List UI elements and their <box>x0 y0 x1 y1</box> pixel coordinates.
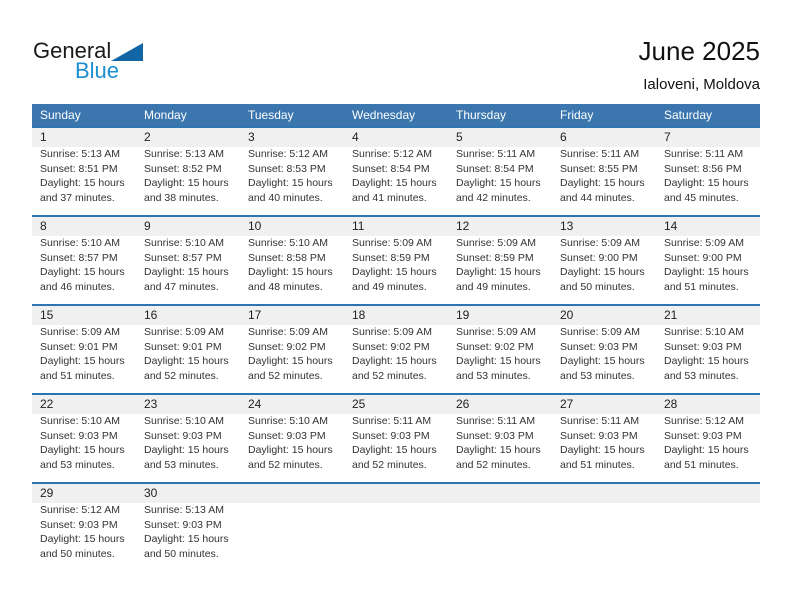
daylight-text-line1: Daylight: 15 hours <box>456 266 541 278</box>
daylight-text-line2: and 53 minutes. <box>456 369 531 382</box>
day-number: 4 <box>344 128 448 147</box>
day-number: 18 <box>344 306 448 325</box>
daylight-text-line1: Daylight: 15 hours <box>456 355 541 367</box>
day-number <box>552 484 656 503</box>
sunrise-text: Sunrise: 5:10 AM <box>144 237 224 249</box>
daylight-text-line1: Daylight: 15 hours <box>560 355 645 367</box>
sunset-text: Sunset: 9:03 PM <box>664 429 742 442</box>
day-number: 2 <box>136 128 240 147</box>
sunrise-text: Sunrise: 5:09 AM <box>456 237 536 249</box>
day-number: 8 <box>32 217 136 236</box>
weekday-sunday: Sunday <box>40 108 81 122</box>
weekday-header-row <box>32 104 760 126</box>
day-cell-15 <box>32 306 136 393</box>
sunrise-text: Sunrise: 5:09 AM <box>144 326 224 338</box>
day-number: 27 <box>552 395 656 414</box>
day-number: 24 <box>240 395 344 414</box>
daylight-text-line1: Daylight: 15 hours <box>560 444 645 456</box>
daylight-text-line2: and 52 minutes. <box>144 369 219 382</box>
day-cell-29 <box>32 484 136 571</box>
sunrise-text: Sunrise: 5:09 AM <box>352 326 432 338</box>
sunset-text: Sunset: 9:02 PM <box>248 340 326 353</box>
logo-text-general: General <box>33 38 112 63</box>
day-number: 11 <box>344 217 448 236</box>
day-cell-6 <box>552 128 656 215</box>
day-number: 16 <box>136 306 240 325</box>
calendar-table <box>32 104 760 571</box>
daylight-text-line1: Daylight: 15 hours <box>456 177 541 189</box>
day-number <box>240 484 344 503</box>
daylight-text-line1: Daylight: 15 hours <box>144 177 229 189</box>
day-cell-22 <box>32 395 136 482</box>
daylight-text-line1: Daylight: 15 hours <box>664 444 749 456</box>
day-number: 7 <box>656 128 760 147</box>
general-blue-logo <box>33 40 143 84</box>
sunrise-text: Sunrise: 5:10 AM <box>664 326 744 338</box>
day-number: 28 <box>656 395 760 414</box>
calendar-body <box>32 126 760 571</box>
day-number: 22 <box>32 395 136 414</box>
day-cell-7 <box>656 128 760 215</box>
day-number <box>344 484 448 503</box>
day-cell-empty <box>448 484 552 571</box>
sunrise-text: Sunrise: 5:11 AM <box>456 415 536 427</box>
page-title: June 2025 <box>638 36 760 66</box>
daylight-text-line2: and 46 minutes. <box>40 280 115 293</box>
daylight-text-line1: Daylight: 15 hours <box>664 355 749 367</box>
daylight-text-line1: Daylight: 15 hours <box>40 177 125 189</box>
weekday-monday: Monday <box>144 108 187 122</box>
sunset-text: Sunset: 8:55 PM <box>560 162 638 175</box>
day-number: 29 <box>32 484 136 503</box>
day-number: 26 <box>448 395 552 414</box>
week-row <box>32 126 760 215</box>
sunrise-text: Sunrise: 5:12 AM <box>664 415 744 427</box>
sunrise-text: Sunrise: 5:13 AM <box>144 504 224 516</box>
day-number: 15 <box>32 306 136 325</box>
daylight-text-line1: Daylight: 15 hours <box>248 177 333 189</box>
day-cell-14 <box>656 217 760 304</box>
daylight-text-line2: and 52 minutes. <box>352 458 427 471</box>
day-cell-empty <box>552 484 656 571</box>
sunrise-text: Sunrise: 5:11 AM <box>664 148 744 160</box>
daylight-text-line2: and 40 minutes. <box>248 191 323 204</box>
daylight-text-line2: and 52 minutes. <box>248 369 323 382</box>
sunset-text: Sunset: 9:00 PM <box>560 251 638 264</box>
daylight-text-line1: Daylight: 15 hours <box>352 266 437 278</box>
day-number: 1 <box>32 128 136 147</box>
day-number: 20 <box>552 306 656 325</box>
daylight-text-line1: Daylight: 15 hours <box>248 266 333 278</box>
day-cell-24 <box>240 395 344 482</box>
daylight-text-line2: and 53 minutes. <box>144 458 219 471</box>
weekday-saturday: Saturday <box>664 108 713 122</box>
sunrise-text: Sunrise: 5:10 AM <box>248 237 328 249</box>
sunrise-text: Sunrise: 5:09 AM <box>456 326 536 338</box>
day-number: 17 <box>240 306 344 325</box>
sunset-text: Sunset: 8:56 PM <box>664 162 742 175</box>
daylight-text-line2: and 51 minutes. <box>560 458 635 471</box>
day-number: 12 <box>448 217 552 236</box>
day-cell-25 <box>344 395 448 482</box>
daylight-text-line1: Daylight: 15 hours <box>40 266 125 278</box>
week-row <box>32 304 760 393</box>
day-number: 5 <box>448 128 552 147</box>
daylight-text-line2: and 45 minutes. <box>664 191 739 204</box>
day-cell-8 <box>32 217 136 304</box>
sunrise-text: Sunrise: 5:10 AM <box>144 415 224 427</box>
sunrise-text: Sunrise: 5:12 AM <box>352 148 432 160</box>
daylight-text-line2: and 50 minutes. <box>40 547 115 560</box>
week-row <box>32 215 760 304</box>
weekday-thursday: Thursday <box>456 108 507 122</box>
daylight-text-line1: Daylight: 15 hours <box>352 177 437 189</box>
sunset-text: Sunset: 8:58 PM <box>248 251 326 264</box>
daylight-text-line1: Daylight: 15 hours <box>40 533 125 545</box>
sunset-text: Sunset: 9:00 PM <box>664 251 742 264</box>
daylight-text-line2: and 51 minutes. <box>664 458 739 471</box>
day-cell-empty <box>344 484 448 571</box>
day-cell-4 <box>344 128 448 215</box>
sunrise-text: Sunrise: 5:09 AM <box>664 237 744 249</box>
sunrise-text: Sunrise: 5:12 AM <box>40 504 120 516</box>
daylight-text-line2: and 38 minutes. <box>144 191 219 204</box>
daylight-text-line2: and 52 minutes. <box>456 458 531 471</box>
sunrise-text: Sunrise: 5:10 AM <box>40 415 120 427</box>
sunset-text: Sunset: 9:02 PM <box>352 340 430 353</box>
daylight-text-line1: Daylight: 15 hours <box>248 355 333 367</box>
sunset-text: Sunset: 9:03 PM <box>560 340 638 353</box>
daylight-text-line2: and 53 minutes. <box>664 369 739 382</box>
day-number: 10 <box>240 217 344 236</box>
day-number: 23 <box>136 395 240 414</box>
sunrise-text: Sunrise: 5:10 AM <box>40 237 120 249</box>
sunset-text: Sunset: 9:03 PM <box>248 429 326 442</box>
sunset-text: Sunset: 9:03 PM <box>560 429 638 442</box>
weekday-friday: Friday <box>560 108 594 122</box>
day-cell-21 <box>656 306 760 393</box>
sunrise-text: Sunrise: 5:11 AM <box>560 148 640 160</box>
daylight-text-line2: and 48 minutes. <box>248 280 323 293</box>
sunset-text: Sunset: 9:03 PM <box>144 429 222 442</box>
day-cell-13 <box>552 217 656 304</box>
sunset-text: Sunset: 8:52 PM <box>144 162 222 175</box>
sunset-text: Sunset: 8:59 PM <box>456 251 534 264</box>
daylight-text-line2: and 53 minutes. <box>560 369 635 382</box>
day-number: 14 <box>656 217 760 236</box>
sunrise-text: Sunrise: 5:11 AM <box>560 415 640 427</box>
daylight-text-line1: Daylight: 15 hours <box>144 533 229 545</box>
day-number: 21 <box>656 306 760 325</box>
daylight-text-line2: and 52 minutes. <box>352 369 427 382</box>
sunset-text: Sunset: 9:01 PM <box>40 340 118 353</box>
daylight-text-line1: Daylight: 15 hours <box>40 444 125 456</box>
sunset-text: Sunset: 9:03 PM <box>144 518 222 531</box>
day-cell-empty <box>240 484 344 571</box>
day-number: 30 <box>136 484 240 503</box>
sunrise-text: Sunrise: 5:09 AM <box>560 326 640 338</box>
sunrise-text: Sunrise: 5:10 AM <box>248 415 328 427</box>
sunset-text: Sunset: 8:59 PM <box>352 251 430 264</box>
daylight-text-line2: and 42 minutes. <box>456 191 531 204</box>
sunset-text: Sunset: 9:03 PM <box>40 518 118 531</box>
sunset-text: Sunset: 9:03 PM <box>40 429 118 442</box>
week-row <box>32 393 760 482</box>
day-cell-11 <box>344 217 448 304</box>
sunset-text: Sunset: 9:03 PM <box>456 429 534 442</box>
daylight-text-line2: and 50 minutes. <box>144 547 219 560</box>
sunset-text: Sunset: 8:54 PM <box>456 162 534 175</box>
sunset-text: Sunset: 9:02 PM <box>456 340 534 353</box>
sunrise-text: Sunrise: 5:09 AM <box>40 326 120 338</box>
sunrise-text: Sunrise: 5:11 AM <box>352 415 432 427</box>
daylight-text-line1: Daylight: 15 hours <box>144 444 229 456</box>
sunset-text: Sunset: 8:57 PM <box>40 251 118 264</box>
daylight-text-line1: Daylight: 15 hours <box>40 355 125 367</box>
sunrise-text: Sunrise: 5:09 AM <box>248 326 328 338</box>
daylight-text-line2: and 53 minutes. <box>40 458 115 471</box>
daylight-text-line1: Daylight: 15 hours <box>144 266 229 278</box>
daylight-text-line1: Daylight: 15 hours <box>248 444 333 456</box>
daylight-text-line2: and 49 minutes. <box>456 280 531 293</box>
day-cell-2 <box>136 128 240 215</box>
day-cell-17 <box>240 306 344 393</box>
sunrise-text: Sunrise: 5:12 AM <box>248 148 328 160</box>
daylight-text-line1: Daylight: 15 hours <box>144 355 229 367</box>
day-cell-3 <box>240 128 344 215</box>
day-cell-empty <box>656 484 760 571</box>
week-row <box>32 482 760 571</box>
daylight-text-line1: Daylight: 15 hours <box>456 444 541 456</box>
daylight-text-line2: and 51 minutes. <box>664 280 739 293</box>
day-cell-19 <box>448 306 552 393</box>
day-cell-18 <box>344 306 448 393</box>
daylight-text-line2: and 47 minutes. <box>144 280 219 293</box>
daylight-text-line2: and 51 minutes. <box>40 369 115 382</box>
day-number: 13 <box>552 217 656 236</box>
sunrise-text: Sunrise: 5:11 AM <box>456 148 536 160</box>
sunset-text: Sunset: 8:51 PM <box>40 162 118 175</box>
day-cell-16 <box>136 306 240 393</box>
daylight-text-line2: and 41 minutes. <box>352 191 427 204</box>
daylight-text-line2: and 44 minutes. <box>560 191 635 204</box>
day-cell-26 <box>448 395 552 482</box>
sunset-text: Sunset: 9:01 PM <box>144 340 222 353</box>
daylight-text-line1: Daylight: 15 hours <box>352 355 437 367</box>
sunrise-text: Sunrise: 5:13 AM <box>40 148 120 160</box>
day-number <box>656 484 760 503</box>
sunset-text: Sunset: 8:53 PM <box>248 162 326 175</box>
day-cell-28 <box>656 395 760 482</box>
daylight-text-line2: and 52 minutes. <box>248 458 323 471</box>
day-number: 3 <box>240 128 344 147</box>
day-number: 9 <box>136 217 240 236</box>
day-cell-5 <box>448 128 552 215</box>
day-number: 6 <box>552 128 656 147</box>
sunset-text: Sunset: 9:03 PM <box>352 429 430 442</box>
day-cell-1 <box>32 128 136 215</box>
daylight-text-line1: Daylight: 15 hours <box>664 266 749 278</box>
daylight-text-line1: Daylight: 15 hours <box>560 266 645 278</box>
logo-text-blue: Blue <box>75 58 120 83</box>
day-cell-27 <box>552 395 656 482</box>
day-cell-23 <box>136 395 240 482</box>
weekday-tuesday: Tuesday <box>248 108 294 122</box>
daylight-text-line2: and 49 minutes. <box>352 280 427 293</box>
day-cell-9 <box>136 217 240 304</box>
daylight-text-line2: and 50 minutes. <box>560 280 635 293</box>
sunrise-text: Sunrise: 5:09 AM <box>560 237 640 249</box>
weekday-wednesday: Wednesday <box>352 108 416 122</box>
day-number <box>448 484 552 503</box>
day-cell-20 <box>552 306 656 393</box>
sunset-text: Sunset: 8:54 PM <box>352 162 430 175</box>
daylight-text-line1: Daylight: 15 hours <box>664 177 749 189</box>
day-cell-10 <box>240 217 344 304</box>
day-number: 19 <box>448 306 552 325</box>
sunrise-text: Sunrise: 5:13 AM <box>144 148 224 160</box>
day-cell-12 <box>448 217 552 304</box>
day-cell-30 <box>136 484 240 571</box>
sunrise-text: Sunrise: 5:09 AM <box>352 237 432 249</box>
daylight-text-line1: Daylight: 15 hours <box>560 177 645 189</box>
sunset-text: Sunset: 8:57 PM <box>144 251 222 264</box>
page-subtitle-location: Ialoveni, Moldova <box>643 76 760 93</box>
day-number: 25 <box>344 395 448 414</box>
daylight-text-line1: Daylight: 15 hours <box>352 444 437 456</box>
sunset-text: Sunset: 9:03 PM <box>664 340 742 353</box>
daylight-text-line2: and 37 minutes. <box>40 191 115 204</box>
